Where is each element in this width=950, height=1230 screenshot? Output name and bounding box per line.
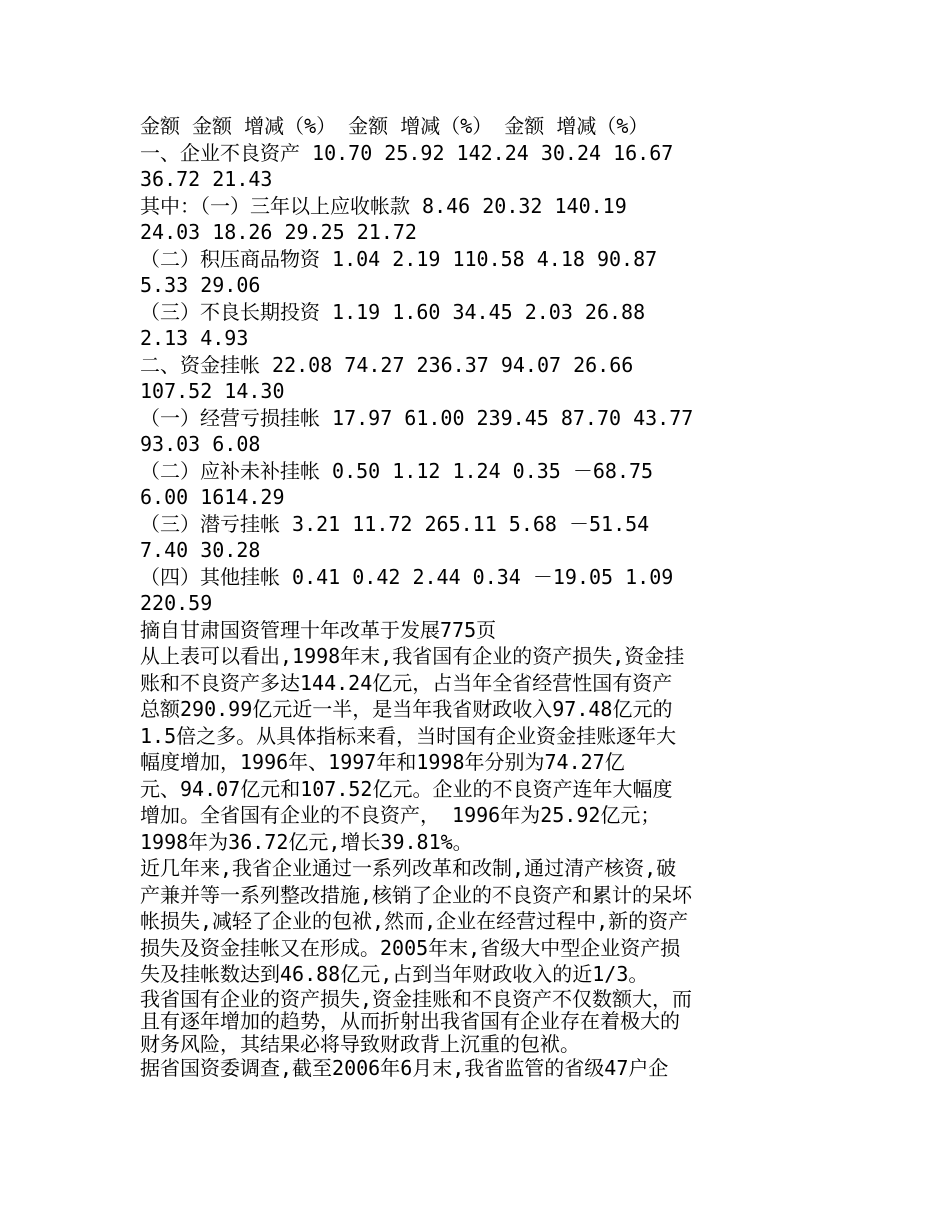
table-row-line: 220.59 <box>140 591 213 615</box>
paragraph-line: 财务风险，其结果必将导致财政背上沉重的包袱。 <box>140 1031 580 1056</box>
table-row-line: （一）经营亏损挂帐 17.97 61.00 239.45 87.70 43.77 <box>140 405 694 430</box>
paragraph-line: 损失及资金挂帐又在形成。2005年末,省级大中型企业资产损 <box>140 935 681 960</box>
table-row-line: 7.40 30.28 <box>140 538 261 562</box>
paragraph <box>140 988 750 1056</box>
table-row-line: 二、资金挂帐 22.08 74.27 236.37 94.07 26.66 <box>140 352 634 377</box>
paragraph-line: 账和不良资产多达144.24亿元，占当年全省经营性国有资产 <box>140 670 673 695</box>
table-row-line: 2.13 4.93 <box>140 326 249 350</box>
table-row <box>140 405 750 458</box>
paragraph-line: 元、94.07亿元和107.52亿元。企业的不良资产连年大幅度 <box>140 776 673 801</box>
table-row-line: 93.03 6.08 <box>140 432 261 456</box>
table-row <box>140 564 750 617</box>
table-row <box>140 246 750 299</box>
paragraph-line: 1998年为36.72亿元,增长39.81%。 <box>140 829 473 854</box>
paragraph-line: 且有逐年增加的趋势，从而折射出我省国有企业存在着极大的 <box>140 1009 680 1033</box>
paragraph <box>140 855 750 988</box>
table-row-line: （四）其他挂帐 0.41 0.42 2.44 0.34 －19.05 1.09 <box>140 564 674 589</box>
table-row <box>140 511 750 564</box>
table-row-line: 6.00 1614.29 <box>140 485 285 509</box>
paragraph-line: 产兼并等一系列整改措施,核销了企业的不良资产和累计的呆坏 <box>140 882 693 907</box>
table-row-line: 其中：（一）三年以上应收帐款 8.46 20.32 140.19 <box>140 193 627 218</box>
paragraph <box>140 643 750 855</box>
table-row-line: （三）不良长期投资 1.19 1.60 34.45 2.03 26.88 <box>140 299 646 324</box>
table-row-line: （二）应补未补挂帐 0.50 1.12 1.24 0.35 －68.75 <box>140 458 654 483</box>
document-page <box>140 113 750 1082</box>
table-row <box>140 299 750 352</box>
paragraph-line: 幅度增加，1996年、1997年和1998年分别为74.27亿 <box>140 750 625 774</box>
paragraph-line: 增加。全省国有企业的不良资产， 1996年为25.92亿元； <box>140 803 661 827</box>
table-row-line: 24.03 18.26 29.25 21.72 <box>140 220 417 244</box>
table-row-line: （三）潜亏挂帐 3.21 11.72 265.11 5.68 －51.54 <box>140 511 650 536</box>
paragraph-line: 从上表可以看出,1998年末,我省国有企业的资产损失,资金挂 <box>140 644 685 668</box>
source-note: 摘自甘肃国资管理十年改革于发展775页 <box>140 617 497 642</box>
paragraph-line: 失及挂帐数达到46.88亿元,占到当年财政收入的近1/3。 <box>140 962 649 986</box>
table-row-line: 107.52 14.30 <box>140 379 285 403</box>
table-row-line: 36.72 21.43 <box>140 167 273 191</box>
paragraph-line: 据省国资委调查,截至2006年6月末,我省监管的省级47户企 <box>140 1056 669 1080</box>
paragraph-line: 我省国有企业的资产损失,资金挂账和不良资产不仅数额大，而 <box>140 986 693 1011</box>
table-header: 金额 金额 增减（%） 金额 增减（%） 金额 增减（%） <box>140 114 649 138</box>
paragraph <box>140 1055 750 1082</box>
table-row <box>140 193 750 246</box>
table-row <box>140 458 750 511</box>
table-row-line: 一、企业不良资产 10.70 25.92 142.24 30.24 16.67 <box>140 140 674 165</box>
table-row <box>140 140 750 193</box>
paragraph-line: 帐损失,减轻了企业的包袱,然而,企业在经营过程中,新的资产 <box>140 909 689 933</box>
table-row-line: （二）积压商品物资 1.04 2.19 110.58 4.18 90.87 <box>140 246 658 271</box>
paragraph-line: 近几年来,我省企业通过一系列改革和改制,通过清产核资,破 <box>140 856 677 880</box>
paragraph-line: 1.5倍之多。从具体指标来看，当时国有企业资金挂账逐年大 <box>140 723 677 748</box>
table-row-line: 5.33 29.06 <box>140 273 261 297</box>
table-row <box>140 352 750 405</box>
paragraph-line: 总额290.99亿元近一半，是当年我省财政收入97.48亿元的 <box>140 697 673 721</box>
